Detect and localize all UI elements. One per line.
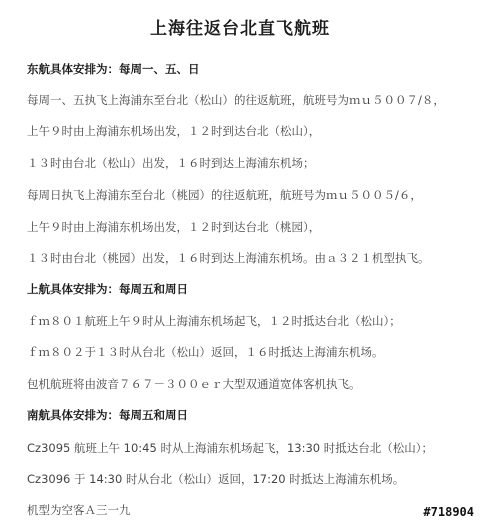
paragraph-line: 包机航班将由波音７６７－３００ｅｒ大型双通道宽体客机执飞。: [27, 377, 361, 391]
paragraph-line: 每周一、五执飞上海浦东至台北（松山）的往返航班，航班号为ｍｕ５００７/８，: [27, 93, 445, 107]
paragraph-line: ｆｍ８０２于１３时从台北（松山）返回，１６时抵达上海浦东机场。: [27, 345, 384, 359]
watermark-id: #718904: [423, 505, 474, 519]
paragraph-line: １３时由台北（松山）出发，１６时到达上海浦东机场；: [27, 156, 315, 170]
paragraph-line: 上午９时由上海浦东机场出发，１２时到达台北（松山），: [27, 124, 321, 138]
section-heading-shanghai: 上航具体安排为：每周五和周日: [27, 282, 188, 296]
paragraph-line: 上午９时由上海浦东机场出发，１２时到达台北（桃园），: [27, 220, 321, 234]
paragraph-line: １３时由台北（桃园）出发，１６时到达上海浦东机场。由ａ３２１机型执飞。: [27, 251, 430, 265]
page-title: 上海往返台北直飞航班: [150, 19, 330, 39]
paragraph-line: 机型为空客Ａ三一九: [27, 503, 131, 517]
paragraph-line: 每周日执飞上海浦东至台北（桃园）的往返航班，航班号为ｍｕ５００５/６，: [27, 188, 422, 202]
section-heading-eastern: 东航具体安排为：每周一、五、日: [27, 62, 200, 76]
paragraph-line: Cz3095 航班上午 10:45 时从上海浦东机场起飞，13:30 时抵达台北（松山）；: [27, 441, 433, 455]
paragraph-line: ｆｍ８０１航班上午９时从上海浦东机场起飞，１２时抵达台北（松山）；: [27, 314, 401, 328]
paragraph-line: Cz3096 于 14:30 时从台北（松山）返回，17:20 时抵达上海浦东机场。: [27, 472, 405, 486]
section-heading-southern: 南航具体安排为：每周五和周日: [27, 408, 188, 422]
